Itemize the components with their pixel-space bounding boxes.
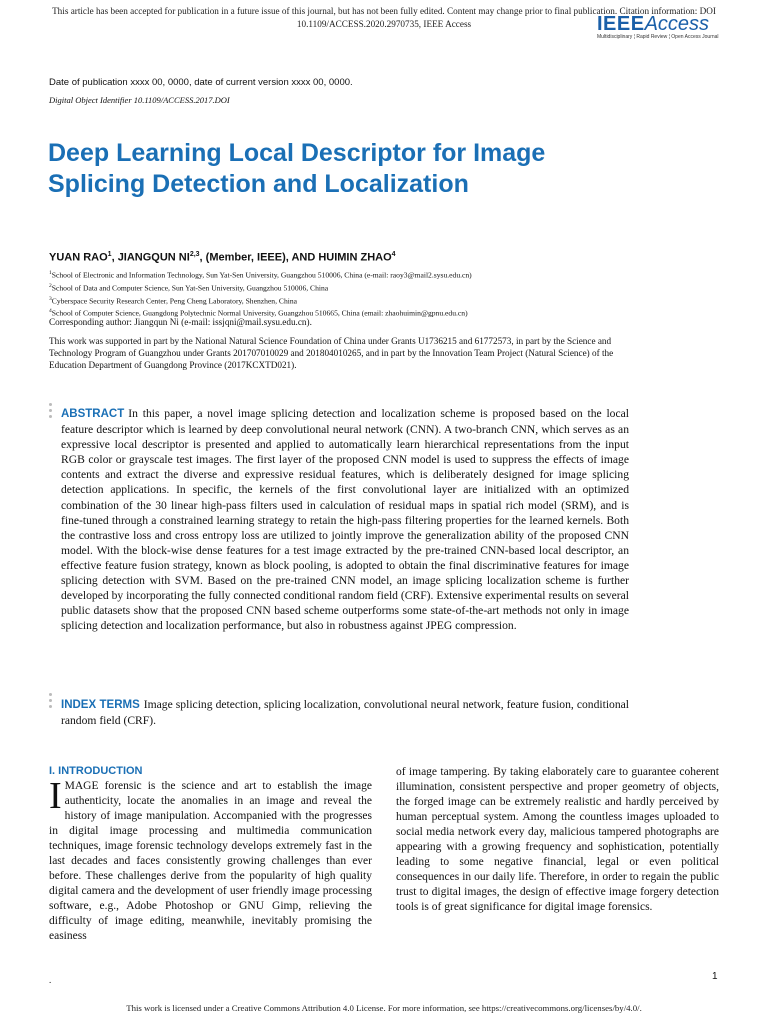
notice-line-2: 10.1109/ACCESS.2020.2970735, IEEE Access [296,19,472,29]
author-3: , (Member, IEEE), AND HUIMIN ZHAO [199,251,392,264]
author-2: , JIANGQUN NI [111,251,190,264]
abstract-label: ABSTRACT [61,408,125,420]
drop-cap: I [49,775,62,817]
author-3-sup: 4 [391,251,396,258]
affiliation-text: School of Computer Science, Guangdong Polytechnic Normal University, Guangzhou 510665, China (email: zhaohuimin@gpnu.edu.cn) [51,309,468,319]
intro-column-1 [49,775,372,944]
intro-column-2 [396,765,719,915]
funding-note: This work was supported in part by the National Natural Science Foundation of China under Grants U1736215 and 61772573, in part by the Science and Technology Program of Guangzhou under Grants 201707010029 and 201804010265, and in part by the Innovation Team Project (Natural Science) of the Education Department of Guangdong Province (2017KCXTD021). [49,336,614,370]
index-terms-label: INDEX TERMS [61,699,140,711]
publication-date: Date of publication xxxx 00, 0000, date of current version xxxx 00, 0000. [49,77,353,88]
affiliation-text: School of Data and Computer Science, Sun Yat-Sen University, Guangzhou 510006, China [51,283,329,293]
author-list [49,251,396,264]
logo-tagline: Multidisciplinary ¦ Rapid Review ¦ Open Access Journal [597,34,719,40]
logo-access-text: Access [644,13,710,35]
index-terms [61,697,629,728]
license-footer: This work is licensed under a Creative Commons Attribution 4.0 License. For more information, see https://creativecommons.org/licenses/by/4.0/. [126,1003,642,1013]
author-2-sup: 2,3 [189,251,200,258]
affiliation-sup: 2 [49,282,52,289]
abstract-text: In this paper, a novel image splicing detection and localization scheme is proposed based on the local feature descriptor which is learned by deep convolutional neural network (CNN). A two-branch CNN, which serves as an expressive local descriptor is presented and applied to automatically learn hierarchical representations from the input RGB color or grayscale test images. The first layer of the proposed CNN model is used to suppress the effects of image contents and extract the diverse and expressive residual features, which is deliberately designed for image splicing detection applications. In specific, the kernels of the first convolutional layer are initialized with an optimized combination of the 30 linear high-pass filters used in calculation of residual maps in spatial rich model (SRM), and is fine-tuned through a constrained learning strategy to retain the high-pass filtering properties for the learned kernels. Both the contrastive loss and cross entropy loss are utilized to jointly improve the generalization ability of the proposed CNN model. With the block-wise dense features for a test image extracted by the pre-trained CNN-based local descriptor, an effective feature fusion strategy, known as block pooling, is adopted to obtain the final discriminative features for image splicing detection with SVM. Based on the pre-trained CNN model, an image splicing localization scheme is further developed by incorporating the fully connected conditional random field (CRF). Extensive experimental results on several public datasets show that the proposed CNN based scheme outperforms some state-of-the-art methods not only in image splicing detection and localization performance, but also in robustness against JPEG compression. [61,407,629,633]
affiliation-item [49,268,669,281]
notice-line-1: This article has been accepted for publication in a future issue of this journal, but has not been fully edited. Content may change prior to final publication. Citation information: DOI [52,6,716,16]
index-terms-text: Image splicing detection, splicing localization, convolutional neural network, feature fusion, conditional random field (CRF). [61,698,630,728]
ieee-access-logo [597,13,737,40]
intro-col2-text: of image tampering. By taking elaborately care to guarantee coherent illumination, consistent perspective and proper geometry of objects, the forged image can be extremely realistic and hardly perceived by human perceptual system. Among the countless images uploaded to social media network every day, malicious tampered photographs are appearing with a growing frequency and sophistication, potentially leading to some negative financial, legal or even political consequences in our daily life. Therefore, in order to regain the public trust to digital images, the design of effective image forgery detection tools is of great significance for digital image forensics. [396,766,719,913]
paper-title: Deep Learning Local Descriptor for Image Splicing Detection and Localization [48,139,546,198]
page-number: 1 [712,971,718,982]
abstract [61,406,629,633]
logo-ieee-text: IEEE [597,13,645,35]
affiliation-sup: 1 [49,270,52,276]
section-heading-introduction: I. INTRODUCTION [49,765,143,777]
doi-line: Digital Object Identifier 10.1109/ACCESS.2017.DOI [49,95,230,105]
footer-dot: . [49,975,52,985]
intro-col1-text: MAGE forensic is the science and art to establish the image authenticity, locate the anomalies in an image and reveal the history of image manipulation. Accompanied with the progresses in digital image processing and multimedia communication techniques, image forensic technology develops extremely fast in the last decades and faces consistently growing challenges than ever before. These challenges derive from the popularity of high quality digital camera and the development of user friendly image processing software, e.g., Adobe Photoshop or GNU Gimp, relieving the difficulty of image editing, meanwhile, inevitably promising the easiness [49,780,372,942]
corresponding-author: Corresponding author: Jiangqun Ni (e-mail: issjqni@mail.sysu.edu.cn). [49,317,312,327]
affiliation-text: School of Electronic and Information Technology, Sun Yat-Sen University, Guangzhou 510006, China (e-mail: raoy3@mail2.sysu.edu.cn) [51,270,472,280]
abstract-dots [49,403,53,421]
affiliation-sup: 4 [49,308,52,315]
author-1-sup: 1 [107,251,112,258]
affiliation-item [49,294,669,307]
author-1: YUAN RAO [49,251,108,264]
affiliation-text: Cyberspace Security Research Center, Peng Cheng Laboratory, Shenzhen, China [51,296,298,306]
index-terms-dots [49,693,53,711]
affiliation-sup: 3 [49,295,52,302]
affiliation-item [49,281,669,294]
affiliations [49,268,669,319]
